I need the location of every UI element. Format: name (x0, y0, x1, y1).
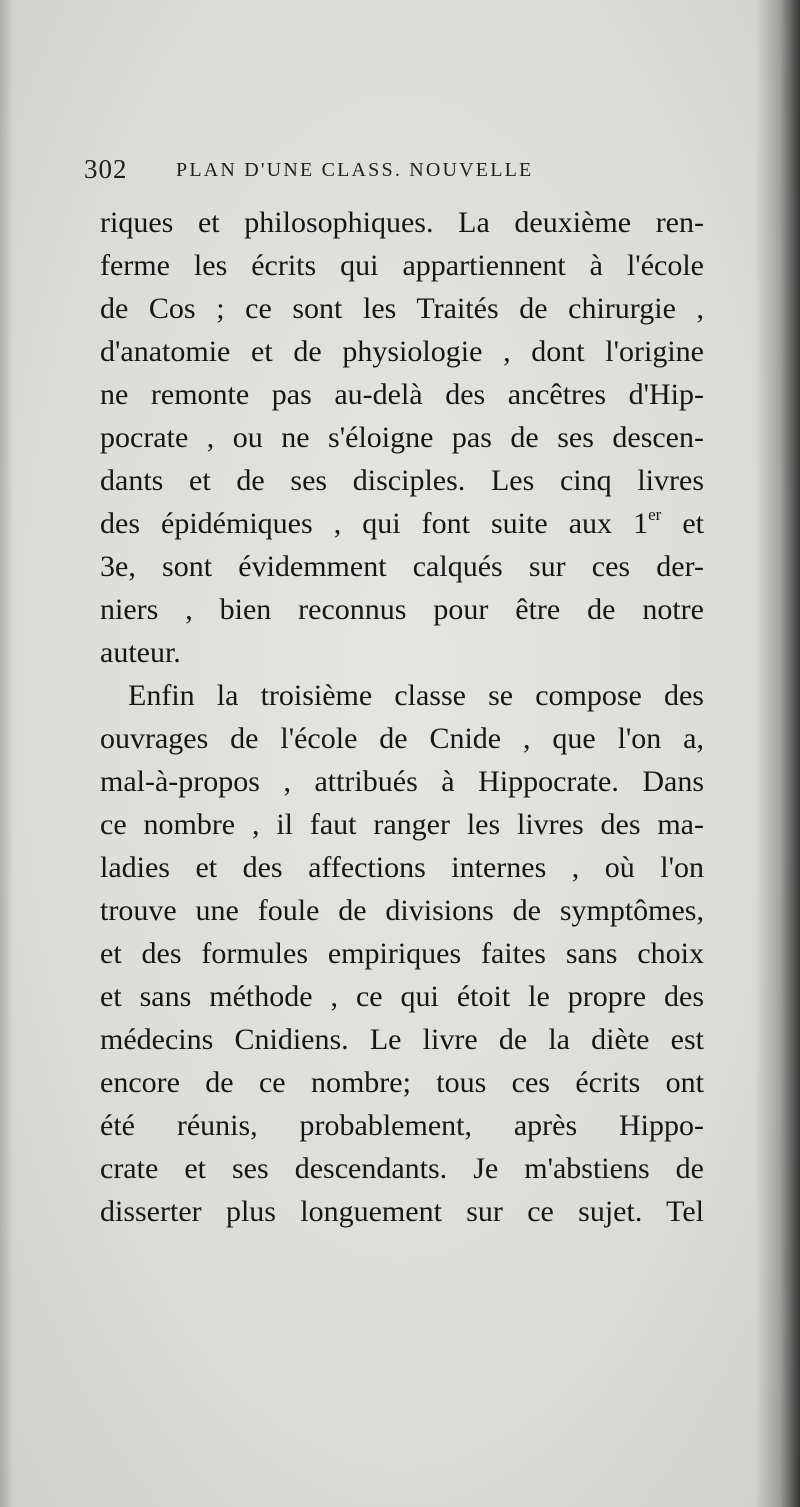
text-line: ce nombre , il faut ranger les livres des ma- (100, 808, 704, 841)
text-line: disserter plus longuement sur ce sujet. Tel (100, 1195, 704, 1228)
page-number: 302 (84, 154, 128, 184)
text-line: dants et de ses disciples. Les cinq livres (100, 464, 704, 497)
text-line: été réunis, probablement, après Hippo- (100, 1109, 704, 1142)
text-line: pocrate , ou ne s'éloigne pas de ses descen- (100, 421, 704, 454)
text-line: mal-à-propos , attribués à Hippocrate. Dans (100, 765, 704, 798)
text-line: ladies et des affections internes , où l'on (100, 851, 704, 884)
page-header (84, 150, 704, 194)
running-head: PLAN D'UNE CLASS. NOUVELLE (176, 159, 534, 181)
text-line: niers , bien reconnus pour être de notre (100, 593, 704, 626)
paragraph-start-line: Enfin la troisième classe se compose des (128, 679, 704, 712)
page-left-edge-shadow (0, 0, 14, 1507)
text-line: et des formules empiriques faites sans choix (100, 937, 704, 970)
text-line: de Cos ; ce sont les Traités de chirurgie , (100, 292, 704, 325)
text-line-with-superscript (100, 502, 704, 545)
text-fragment: des épidémiques , qui font suite aux 1 (100, 507, 649, 540)
text-line: 3e, sont évidemment calqués sur ces der- (100, 550, 704, 583)
text-line: crate et ses descendants. Je m'abstiens de (100, 1152, 704, 1185)
text-line: ne remonte pas au-delà des ancêtres d'Hip- (100, 378, 704, 411)
text-line: d'anatomie et de physiologie , dont l'origine (100, 335, 704, 368)
text-line: médecins Cnidiens. Le livre de la diète est (100, 1023, 704, 1056)
text-line: trouve une foule de divisions de symptômes, (100, 894, 704, 927)
body-text (100, 201, 704, 1233)
text-line: ferme les écrits qui appartiennent à l'école (100, 249, 704, 282)
text-line: riques et philosophiques. La deuxième ren- (100, 206, 704, 239)
text-line: ouvrages de l'école de Cnide , que l'on a, (100, 722, 704, 755)
ordinal-superscript: er (648, 505, 662, 524)
text-line: auteur. (100, 636, 181, 669)
text-line: encore de ce nombre; tous ces écrits ont (100, 1066, 704, 1099)
text-line: et sans méthode , ce qui étoit le propre des (100, 980, 704, 1013)
text-fragment: et (661, 507, 704, 540)
page-gutter-shadow (755, 0, 800, 1507)
